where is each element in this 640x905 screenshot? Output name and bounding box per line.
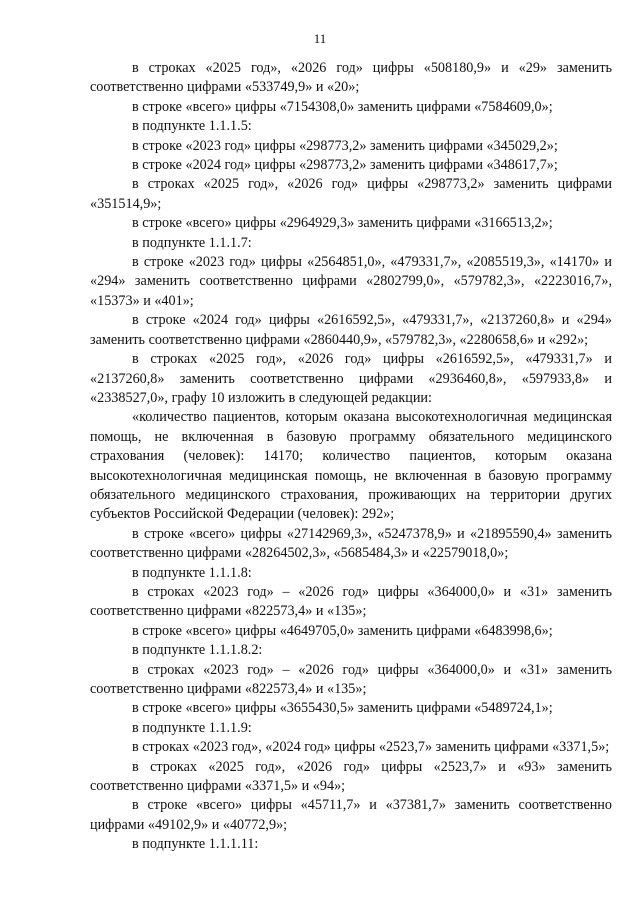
paragraph: в строках «2023 год» – «2026 год» цифры «364000,0» и «31» заменить соответственно цифрами «822573,4» и «135»;: [90, 661, 612, 697]
paragraph: в подпункте 1.1.1.8:: [132, 564, 252, 581]
paragraph: в строке «всего» цифры «27142969,3», «5247378,9» и «21895590,4» заменить соответственно цифрами «28264502,3», «5685484,3» и «22579018,0»;: [90, 525, 612, 562]
paragraph: в строках «2025 год», «2026 год» цифры «508180,9» и «29» заменить соответственно цифрами «533749,9» и «20»;: [90, 60, 612, 96]
paragraph: в подпункте 1.1.1.11:: [132, 836, 259, 853]
paragraph: в строке «2024 год» цифры «298773,2» заменить цифрами «348617,7»;: [132, 157, 558, 174]
paragraph: в строках «2025 год», «2026 год» цифры «2616592,5», «479331,7» и «2137260,8» заменить соответственно цифрами «2936460,8», «597933,8» и «2338527,0», графу 10 изложить в следующей редакции:: [90, 351, 612, 406]
document-body: [90, 59, 612, 855]
paragraph: в строках «2025 год», «2026 год» цифры «298773,2» заменить цифрами «351514,9»;: [90, 176, 612, 212]
paragraph: в строке «2024 год» цифры «2616592,5», «479331,7», «2137260,8» и «294» заменить соответственно цифрами «2860440,9», «579782,3», «2280658,6» и «292»;: [90, 312, 612, 348]
paragraph: в подпункте 1.1.1.8.2:: [132, 642, 263, 659]
paragraph: в подпункте 1.1.1.7:: [132, 234, 252, 251]
paragraph: в строках «2023 год», «2024 год» цифры «2523,7» заменить цифрами «3371,5»;: [132, 739, 610, 756]
page-number: 11: [313, 31, 327, 46]
paragraph: в строке «всего» цифры «4649705,0» заменить цифрами «6483998,6»;: [132, 622, 553, 639]
paragraph: в строке «всего» цифры «7154308,0» заменить цифрами «7584609,0»;: [132, 98, 553, 115]
paragraph: в строке «2023 год» цифры «2564851,0», «479331,7», «2085519,3», «14170» и «294» заменить соответственно цифрами «2802799,0», «579782,3», «2223016,7», «15373» и «401»;: [90, 254, 612, 309]
paragraph: в подпункте 1.1.1.5:: [132, 118, 252, 135]
quoted-paragraph: «количество пациентов, которым оказана высокотехнологичная медицинская помощь, не включенная в базовую программу обязательного медицинского страхования (человек): 14170; количество пациентов, которым оказана высокотехнологичная медицинская помощь, не включенная в базовую программу обязательного медицинского страхования, проживающих на территории других субъектов Российской Федерации (человек): 292»;: [90, 409, 612, 523]
paragraph: в строке «2023 год» цифры «298773,2» заменить цифрами «345029,2»;: [132, 137, 558, 154]
paragraph: в строках «2025 год», «2026 год» цифры «2523,7» и «93» заменить соответственно цифрами «3371,5» и «94»;: [90, 758, 612, 795]
paragraph: в строках «2023 год» – «2026 год» цифры «364000,0» и «31» заменить соответственно цифрами «822573,4» и «135»;: [90, 583, 612, 620]
paragraph: в строке «всего» цифры «45711,7» и «37381,7» заменить соответственно цифрами «49102,9» и «40772,9»;: [90, 797, 612, 833]
paragraph: в подпункте 1.1.1.9:: [132, 719, 252, 736]
paragraph: в строке «всего» цифры «3655430,5» заменить цифрами «5489724,1»;: [132, 700, 553, 717]
paragraph: в строке «всего» цифры «2964929,3» заменить цифрами «3166513,2»;: [132, 215, 553, 232]
